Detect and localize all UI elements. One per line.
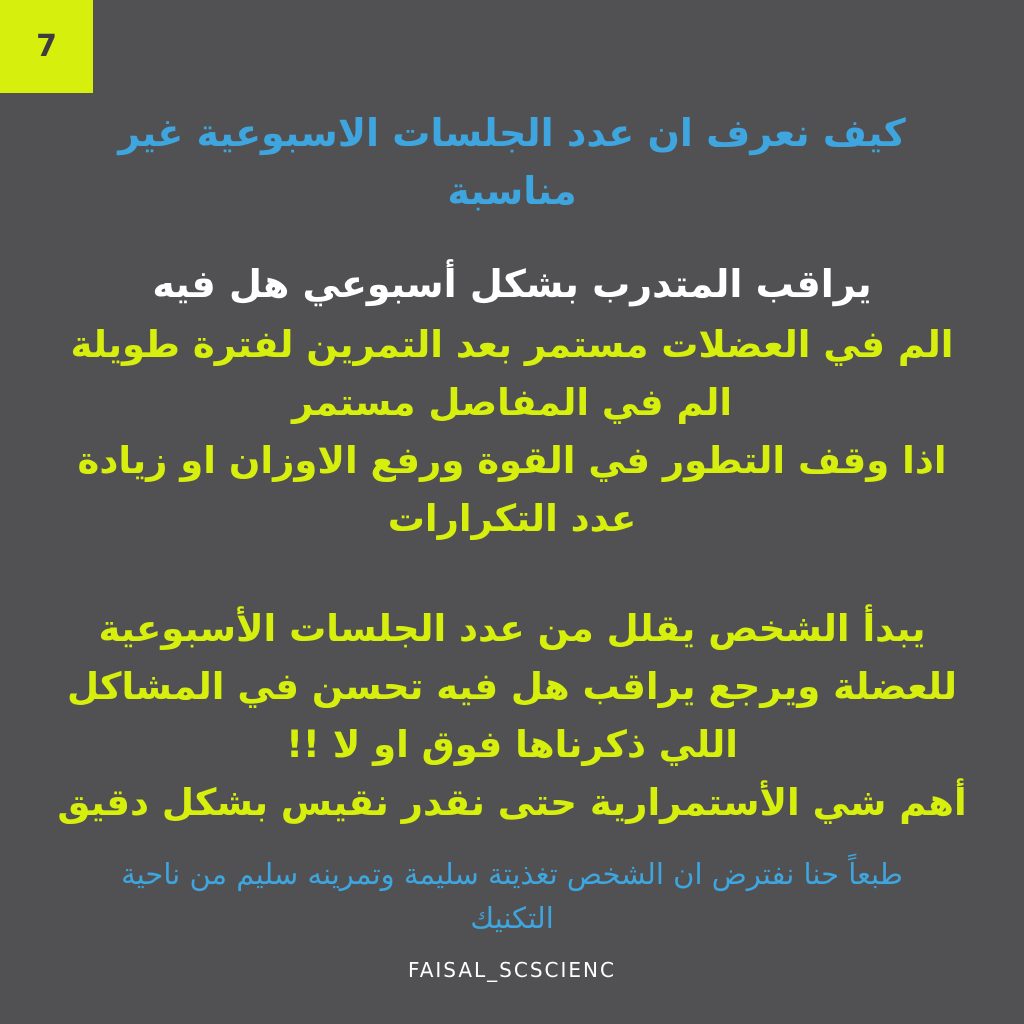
- sign-line: اذا وقف التطور في القوة ورفع الاوزان او زيادة: [77, 439, 947, 482]
- page-title: [40, 104, 984, 220]
- footnote: [10, 852, 1014, 940]
- advice-paragraph: [30, 600, 994, 832]
- signs-list: [30, 316, 994, 548]
- advice-line: يبدأ الشخص يقلل من عدد الجلسات الأسبوعية: [98, 607, 926, 650]
- footnote-line-2: التكنيك: [470, 901, 554, 935]
- advice-line: أهم شي الأستمرارية حتى نقدر نقيس بشكل دقيق: [57, 781, 967, 824]
- page-number-badge: [0, 0, 93, 93]
- footnote-line-1: طبعاً حنا نفترض ان الشخص تغذيتة سليمة وتمرينه سليم من ناحية: [121, 857, 903, 891]
- intro-text: يراقب المتدرب بشكل أسبوعي هل فيه: [152, 262, 872, 306]
- title-line-2: مناسبة: [447, 169, 577, 213]
- page-number: 7: [36, 28, 57, 64]
- author-handle: FAISAL_SCSCIENC: [408, 958, 616, 982]
- title-line-1: كيف نعرف ان عدد الجلسات الاسبوعية غير: [118, 111, 906, 155]
- advice-line: للعضلة ويرجع يراقب هل فيه تحسن في المشاكل: [67, 665, 957, 708]
- advice-line: اللي ذكرناها فوق او لا !!: [286, 723, 738, 766]
- sign-line: الم في المفاصل مستمر: [291, 381, 733, 424]
- sign-line: عدد التكرارات: [387, 497, 637, 540]
- sign-line: الم في العضلات مستمر بعد التمرين لفترة طويلة: [70, 323, 954, 366]
